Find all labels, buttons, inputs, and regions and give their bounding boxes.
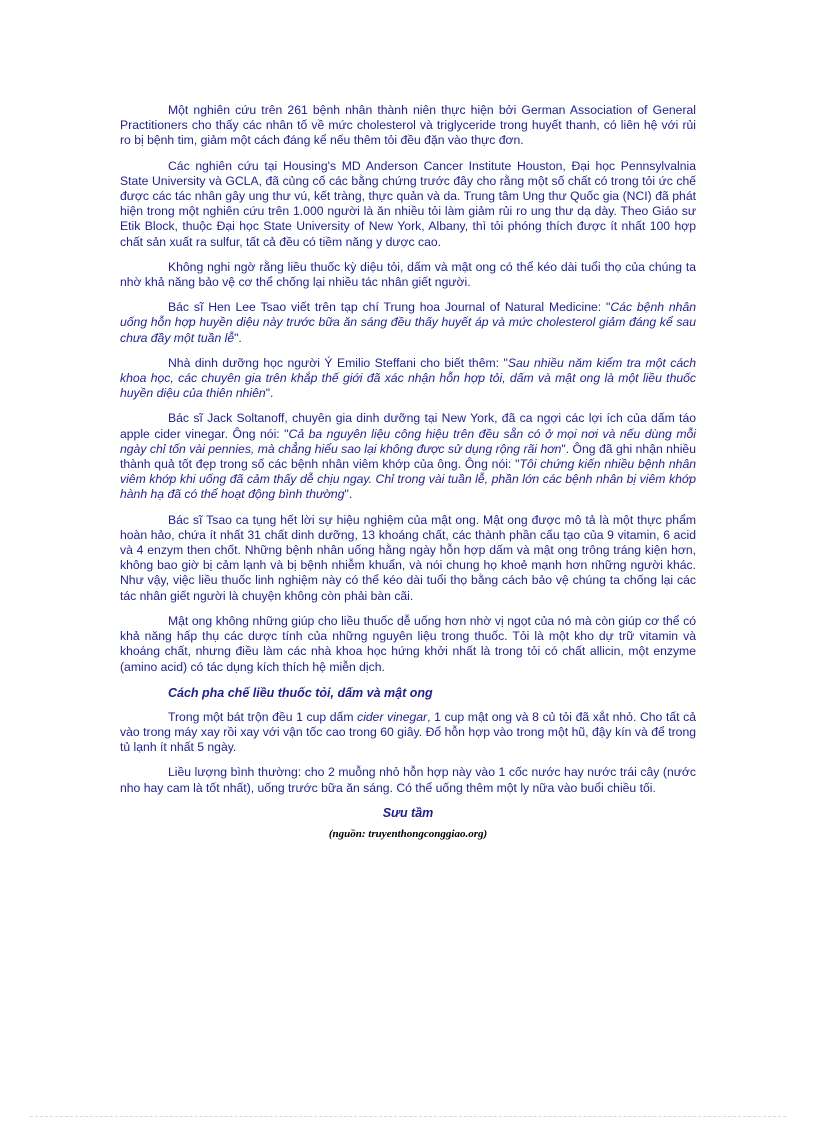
- paragraph-emilio-steffani: [120, 356, 696, 402]
- page-bottom-divider: [30, 1116, 786, 1117]
- source-credit: (nguồn: truyenthongconggiao.org): [328, 827, 488, 840]
- text-tail: , 1 cup mật ong và 8 củ tỏi đã xắt nhỏ. Cho tất cả vào trong máy xay rồi xay với vận tốc cao trong 60 giây. Đổ hỗn hợp vào trong một hũ, đậy kín và để trong tủ lạnh ít nhất 5 ngày.: [120, 709, 696, 755]
- text-lead: Bác sĩ Hen Lee Tsao viết trên tạp chí Trung hoa Journal of Natural Medicine: ": [168, 300, 611, 315]
- recipe-heading: Cách pha chế liều thuốc tỏi, dấm và mật ong: [168, 685, 433, 700]
- italic-term: cider vinegar: [357, 709, 428, 724]
- paragraph-garlic-heart-study: Một nghiên cứu trên 261 bệnh nhân thành niên thực hiện bởi German Association of General Practitioners cho thấy các nhân tố về mức cholesterol và triglyceride trong huyết thanh, có liên hệ với rủi ro bị bệnh tim, giảm một cách đáng kể nếu thêm tỏi đều đặn vào thực đơn.: [120, 103, 696, 148]
- quote-text: Các bệnh nhân uống hỗn hợp huyền diệu này trước bữa ăn sáng đều thấy huyết áp và mức cholesterol giảm đáng kể sau chưa đầy một tuần lễ: [120, 300, 697, 345]
- text-tail: ".: [234, 330, 242, 345]
- paragraph-longevity: Không nghi ngờ rằng liều thuốc kỳ diệu tỏi, dấm và mật ong có thể kéo dài tuổi thọ của chúng ta nhờ khả năng bảo vệ cơ thể chống lại nhiều tác nhân giết người.: [120, 259, 696, 290]
- paragraph-dosage: Liều lượng bình thường: cho 2 muỗng nhỏ hỗn hợp này vào 1 cốc nước hay nước trái cây (nước nho hay cam là tốt nhất), uống trước bữa ăn sáng. Có thể uống thêm một ly nữa vào buổi chiều tối.: [120, 765, 696, 795]
- text-lead: Nhà dinh dưỡng học người Ý Emilio Steffani cho biết thêm: ": [168, 355, 508, 370]
- quote-text: Sau nhiều năm kiểm tra một cách khoa học, các chuyên gia trên khắp thế giới đã xác nhận hỗn hợp tỏi, dấm và mật ong là một liều thuốc huyền diệu của thiên nhiên: [120, 355, 696, 401]
- paragraph-jack-soltanoff: [120, 411, 696, 502]
- text-tail: ".: [265, 386, 274, 401]
- quote-text: Cả ba nguyên liệu công hiệu trên đều sẵn có ở mọi nơi và nếu dùng mỗi ngày chỉ tốn vài pennies, mà chẳng hiểu sao lại không được sử dụng rộng rãi hơn: [120, 426, 696, 456]
- signature: Sưu tầm: [382, 805, 434, 820]
- text-lead: Trong một bát trộn đều 1 cup dấm: [168, 709, 358, 724]
- paragraph-hen-lee-tsao: [120, 300, 696, 346]
- text-middle: ". Ông đã ghi nhận nhiều thành quả tốt đẹp trong số các bệnh nhân viêm khớp của ông. Ông nói: ": [120, 441, 696, 472]
- text-lead: Bác sĩ Jack Soltanoff, chuyên gia dinh dưỡng tại New York, đã ca ngợi các lợi ích của dấm táo apple cider vinegar. Ông nói: ": [120, 411, 696, 441]
- text-tail: ".: [344, 487, 353, 502]
- paragraph-honey-benefits: Bác sĩ Tsao ca tụng hết lời sự hiệu nghiệm của mật ong. Mật ong được mô tả là một thực phẩm hoàn hảo, chứa ít nhất 31 chất dinh dưỡng, 13 khoáng chất, các thành phần cấu tạo của 9 vitamin, 6 acid và 4 enzym then chốt. Những bệnh nhân uống hằng ngày hỗn hợp dấm và mật ong trông tráng kiện hơn, không bao giờ bị cảm lạnh và bị bệnh nhiễm khuẩn, và nói chung họ khoẻ mạnh hơn những người khác. Như vậy, việc liều thuốc linh nghiệm này có thể kéo dài tuổi thọ bằng cách bảo vệ chúng ta chống lại các tác nhân giết người là chuyện không còn phải bàn cãi.: [120, 512, 696, 603]
- paragraph-cancer-research: Các nghiên cứu tại Housing's MD Anderson Cancer Institute Houston, Đại học Pennsylvalnia State University và GCLA, đã củng cố các bằng chứng trước đây cho rằng một số chất có trong tỏi ức chế được các tác nhân gây ung thư vú, kết tràng, thực quản và da. Trung tâm Ung thư Quốc gia (NCI) đã phát hiện trong một nghiên cứu trên 1.000 người là ăn nhiều tỏi làm giảm rủi ro ung thư dạ dày. Theo Giáo sư Etik Block, thuộc Đại học State University of New York, Albany, thì tỏi phóng thích được ít nhất 100 hợp chất sản xuất ra sulfur, tất cả đều có tiềm năng y dược cao.: [120, 158, 696, 249]
- quote-text: Tôi chứng kiến nhiều bệnh nhân viêm khớp khi uống đã cảm thấy dễ chịu ngay. Chỉ trong vài tuần lễ, phần lớn các bệnh nhân bị viêm khớp hành hạ đã có thể hoạt động bình thường: [120, 457, 697, 502]
- paragraph-honey-absorption: Mật ong không những giúp cho liều thuốc dễ uống hơn nhờ vị ngọt của nó mà còn giúp cơ thể có khả năng hấp thụ các dược tính của những nguyên liệu trong thuốc. Tỏi là một kho dự trữ vitamin và khoáng chất, nhưng điều làm các nhà khoa học hứng khởi nhất là trong tỏi có chất allicin, một enzyme (amino acid) có tác dụng kích thích hệ miễn dịch.: [120, 613, 696, 674]
- document-page: [120, 103, 696, 841]
- paragraph-recipe-steps: [120, 710, 696, 756]
